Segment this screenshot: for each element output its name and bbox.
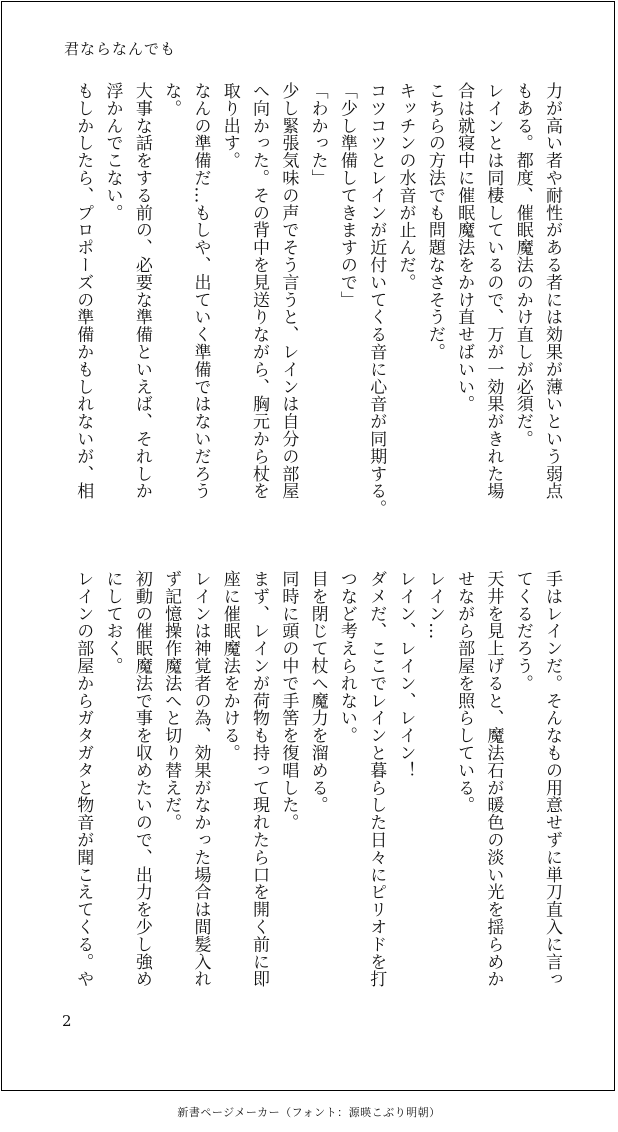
page-number: 2 [62,1012,72,1030]
text-column-top: 力が高い者や耐性がある者には効果が薄いという弱点 もある。都度、催眠魔法のかけ直しが必須だ。 レインとは同棲しているので、万が一効果がきれた場 合は就寝中に催眠魔法をかけ直せばいい。 こちらの方法でも問題なさそうだ。 キッチンの水音が止んだ。 コツコツとレインが近付いてくる音に心音が同期する。 「少し準備してきますので」 「わかった」 少し緊張気味の声でそう言うと、レインは自分の部屋 へ向かった。その背中を見送りながら、胸元から杖を 取り出す。 なんの準備だ…もしや、出ていく準備ではないだろう な。 大事な話をする前の、必要な準備といえば、それしか 浮かんでこない。 もしかしたら、プロポーズの準備かもしれないが、相 [73,82,562,517]
running-header: 君ならなんでも [64,40,177,58]
book-page [1,1,615,1091]
footer-credit: 新書ページメーカー（フォント：源暎こぶり明朝） [177,1106,441,1119]
text-column-bottom: 手はレインだ。そんなもの用意せずに単刀直入に言っ てくるだろう。 天井を見上げると、魔法石が暖色の淡い光を揺らめか せながら部屋を照らしている。 レイン… レイン、レイン、レイン！ ダメだ、ここでレインと暮らした日々にピリオドを打 つなど考えられない。 目を閉じて杖へ魔力を溜める。 同時に頭の中で手筈を復唱した。 まず、レインが荷物も持って現れたら口を開く前に即 座に催眠魔法をかける。 レインは神覚者の為、効果がなかった場合は間髪入れ ず記憶操作魔法へと切り替えだ。 初動の催眠魔法で事を収めたいので、出力を少し強め にしておく。 レインの部屋からガタガタと物音が聞こえてくる。や [73,570,562,988]
